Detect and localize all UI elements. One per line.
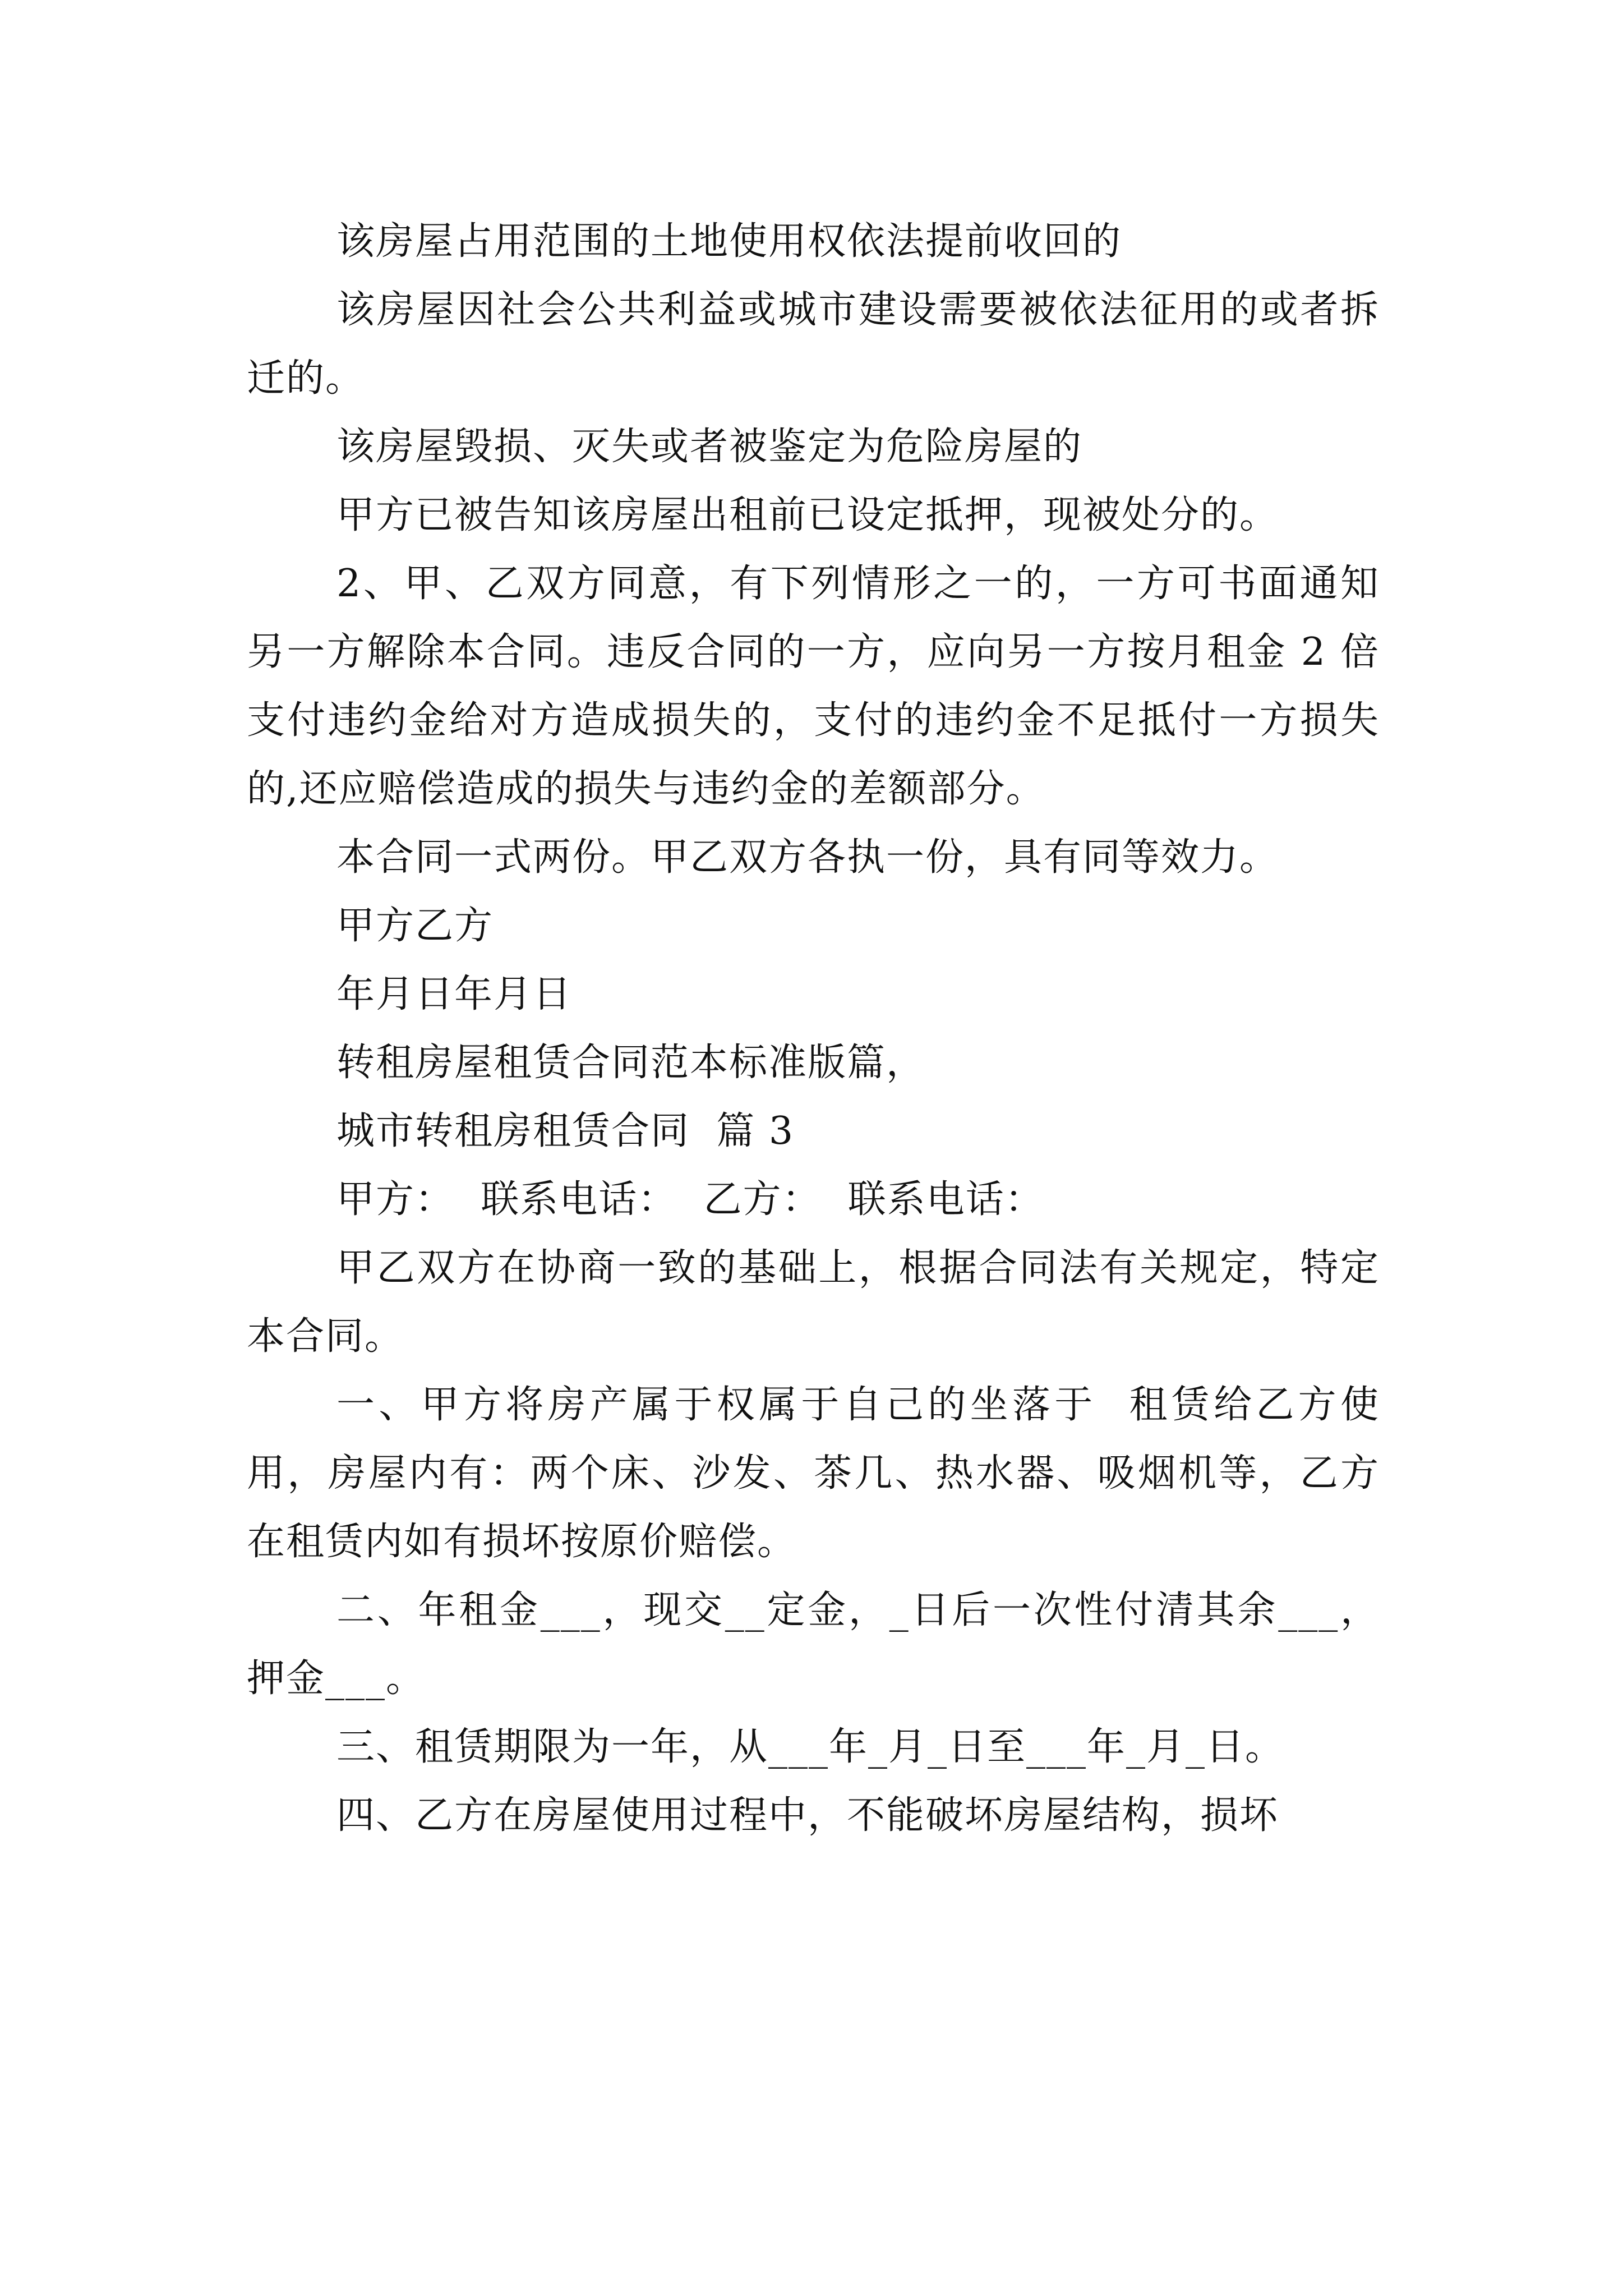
paragraph-section-heading: 转租房屋租赁合同范本标准版篇， xyxy=(336,1041,926,1085)
paragraph-parties-signature: 甲方乙方 xyxy=(336,904,494,948)
paragraph-mortgage-disposed: 甲方已被告知该房屋出租前已设定抵押，现被处分的。 xyxy=(336,493,1279,537)
paragraph-signature-dates: 年月日年月日 xyxy=(336,972,573,1016)
paragraph-copies: 本合同一式两份。甲乙双方各执一份，具有同等效力。 xyxy=(336,835,1279,880)
paragraph-clause-1: 一、甲方将房产属于权属于自己的坐落于 租赁给乙方使用，房屋内有：两个床、沙发、茶几、热水器、吸烟机等，乙方在租赁内如有损坏按原价赔偿。 xyxy=(247,1383,1380,1564)
paragraph-preamble: 甲乙双方在协商一致的基础上，根据合同法有关规定，特定本合同。 xyxy=(247,1246,1380,1359)
paragraph-expropriation-demolition: 该房屋因社会公共利益或城市建设需要被依法征用的或者拆迁的。 xyxy=(247,288,1380,401)
paragraph-contract-title: 城市转租房租赁合同 篇 3 xyxy=(336,1109,795,1153)
paragraph-damaged-dangerous-house: 该房屋毁损、灭失或者被鉴定为危险房屋的 xyxy=(336,425,1083,469)
paragraph-party-contacts: 甲方： 联系电话： 乙方： 联系电话： xyxy=(336,1177,1044,1222)
paragraph-land-use-right-revoked: 该房屋占用范围的土地使用权依法提前收回的 xyxy=(336,219,1122,264)
paragraph-clause-3: 三、租赁期限为一年，从___年_月_日至___年_月_日。 xyxy=(336,1725,1285,1769)
document-body xyxy=(247,208,1380,1850)
paragraph-termination-clause: 2、甲、乙双方同意，有下列情形之一的，一方可书面通知另一方解除本合同。违反合同的一方，应向另一方按月租金 2 倍支付违约金给对方造成损失的，支付的违约金不足抵付一方损失的,还应赔偿造成的损失与违约金的差额部分。 xyxy=(247,562,1380,811)
paragraph-clause-4: 四、乙方在房屋使用过程中，不能破坏房屋结构，损坏 xyxy=(336,1793,1279,1838)
paragraph-clause-2: 二、年租金___，现交__定金，_日后一次性付清其余___，押金___。 xyxy=(247,1588,1380,1701)
